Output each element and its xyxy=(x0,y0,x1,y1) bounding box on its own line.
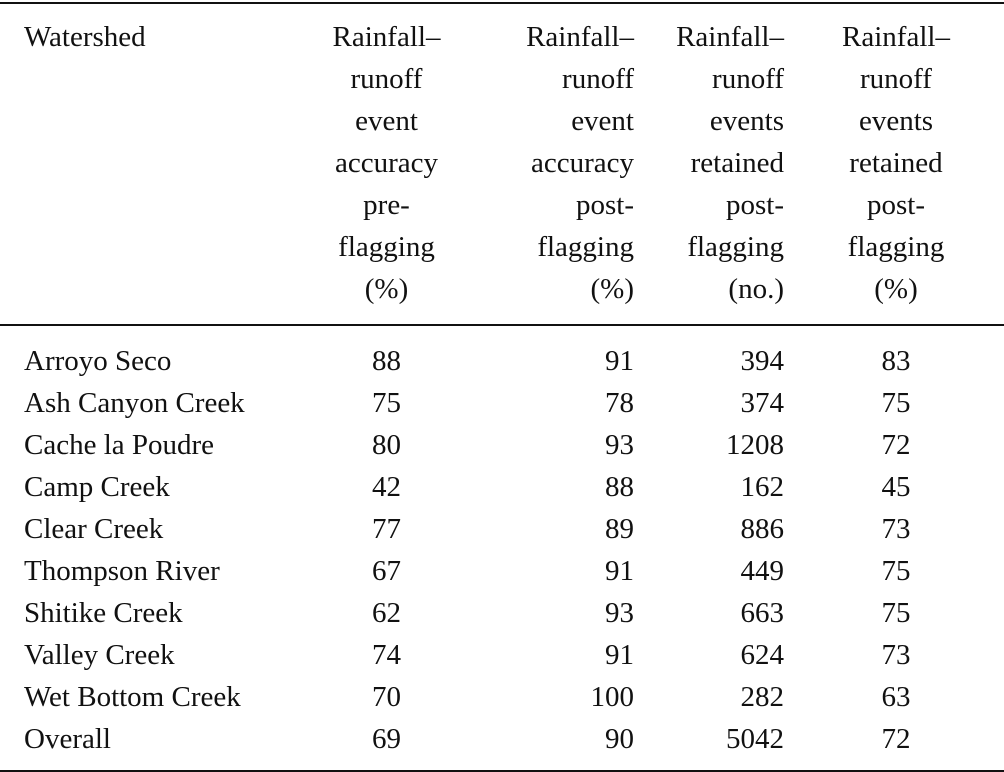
cell-watershed: Camp Creek xyxy=(24,471,170,503)
cell-watershed: Shitike Creek xyxy=(24,597,183,629)
cell-events-count: 394 xyxy=(740,345,784,377)
header-line: Watershed xyxy=(24,21,146,53)
cell-watershed: Cache la Poudre xyxy=(24,429,215,461)
cell-accuracy-pre: 42 xyxy=(372,471,401,503)
table-row xyxy=(0,424,1004,466)
cell-events-count: 1208 xyxy=(726,429,784,461)
cell-watershed: Valley Creek xyxy=(24,639,175,671)
header-line: retained xyxy=(690,147,784,179)
cell-watershed: Clear Creek xyxy=(24,513,164,545)
cell-accuracy-pre: 75 xyxy=(372,387,401,419)
header-line: flagging xyxy=(687,231,784,263)
cell-accuracy-post: 91 xyxy=(605,345,634,377)
header-line: event xyxy=(355,105,418,137)
header-line: events xyxy=(709,105,784,137)
header-line: post- xyxy=(726,189,784,221)
cell-events-percent: 75 xyxy=(881,597,911,629)
cell-accuracy-post: 90 xyxy=(605,723,634,755)
header-line: flagging xyxy=(847,231,945,263)
header-line: pre- xyxy=(363,189,410,221)
header-line: runoff xyxy=(712,63,784,95)
table-row xyxy=(0,634,1004,676)
cell-events-count: 624 xyxy=(740,639,784,671)
cell-events-percent: 73 xyxy=(881,513,911,545)
header-line: (%) xyxy=(874,273,918,305)
header-watershed xyxy=(0,3,318,325)
cell-watershed: Overall xyxy=(24,723,111,755)
header-line: Rainfall– xyxy=(332,21,441,53)
table-row xyxy=(0,550,1004,592)
header-line: (no.) xyxy=(728,273,784,305)
cell-events-percent: 45 xyxy=(881,471,911,503)
header-row xyxy=(0,3,1004,325)
header-accuracy-post xyxy=(455,3,634,325)
cell-accuracy-pre: 77 xyxy=(372,513,401,545)
cell-accuracy-pre: 70 xyxy=(372,681,401,713)
header-line: runoff xyxy=(860,63,932,95)
cell-events-count: 663 xyxy=(740,597,784,629)
cell-events-count: 5042 xyxy=(726,723,784,755)
cell-watershed: Ash Canyon Creek xyxy=(24,387,245,419)
cell-events-percent: 73 xyxy=(881,639,911,671)
header-line: (%) xyxy=(590,273,634,305)
table-row xyxy=(0,508,1004,550)
cell-accuracy-post: 91 xyxy=(605,555,634,587)
cell-accuracy-post: 93 xyxy=(605,429,634,461)
cell-accuracy-pre: 74 xyxy=(372,639,401,671)
cell-events-percent: 72 xyxy=(881,723,911,755)
cell-accuracy-post: 100 xyxy=(590,681,634,713)
cell-events-percent: 63 xyxy=(881,681,911,713)
cell-events-count: 449 xyxy=(740,555,784,587)
cell-watershed: Wet Bottom Creek xyxy=(24,681,241,713)
header-line: post- xyxy=(867,189,925,221)
table-row xyxy=(0,325,1004,382)
cell-accuracy-pre: 67 xyxy=(372,555,401,587)
cell-events-percent: 83 xyxy=(881,345,911,377)
table-row xyxy=(0,466,1004,508)
header-line: runoff xyxy=(562,63,634,95)
header-line: (%) xyxy=(364,273,409,305)
header-line: retained xyxy=(849,147,943,179)
cell-accuracy-post: 89 xyxy=(605,513,634,545)
header-line: accuracy xyxy=(334,147,438,179)
cell-accuracy-post: 78 xyxy=(605,387,634,419)
header-events-retained-percent xyxy=(808,3,1004,325)
table-row xyxy=(0,718,1004,771)
header-line: accuracy xyxy=(530,147,634,179)
cell-accuracy-pre: 62 xyxy=(372,597,401,629)
cell-events-count: 374 xyxy=(740,387,784,419)
table-header xyxy=(0,3,1004,325)
header-line: flagging xyxy=(537,231,634,263)
cell-watershed: Thompson River xyxy=(24,555,220,587)
cell-events-percent: 75 xyxy=(881,387,911,419)
cell-accuracy-post: 93 xyxy=(605,597,634,629)
header-line: runoff xyxy=(350,63,423,95)
cell-accuracy-post: 91 xyxy=(605,639,634,671)
cell-watershed: Arroyo Seco xyxy=(24,345,172,377)
header-line: events xyxy=(858,105,934,137)
cell-events-percent: 75 xyxy=(881,555,911,587)
cell-accuracy-pre: 80 xyxy=(372,429,401,461)
header-line: Rainfall– xyxy=(676,21,784,53)
table-row xyxy=(0,676,1004,718)
cell-events-count: 282 xyxy=(740,681,784,713)
header-events-retained-count xyxy=(634,3,808,325)
header-line: flagging xyxy=(338,231,435,263)
header-line: event xyxy=(571,105,634,137)
cell-accuracy-pre: 69 xyxy=(372,723,401,755)
header-accuracy-pre xyxy=(318,3,455,325)
table-row xyxy=(0,382,1004,424)
table-row xyxy=(0,592,1004,634)
cell-events-count: 162 xyxy=(740,471,784,503)
cell-events-percent: 72 xyxy=(881,429,911,461)
cell-accuracy-post: 88 xyxy=(605,471,634,503)
table-body xyxy=(0,325,1004,771)
header-line: Rainfall– xyxy=(526,21,634,53)
header-line: post- xyxy=(576,189,634,221)
header-line: Rainfall– xyxy=(842,21,950,53)
cell-events-count: 886 xyxy=(740,513,784,545)
cell-accuracy-pre: 88 xyxy=(372,345,401,377)
results-table xyxy=(0,2,1004,772)
